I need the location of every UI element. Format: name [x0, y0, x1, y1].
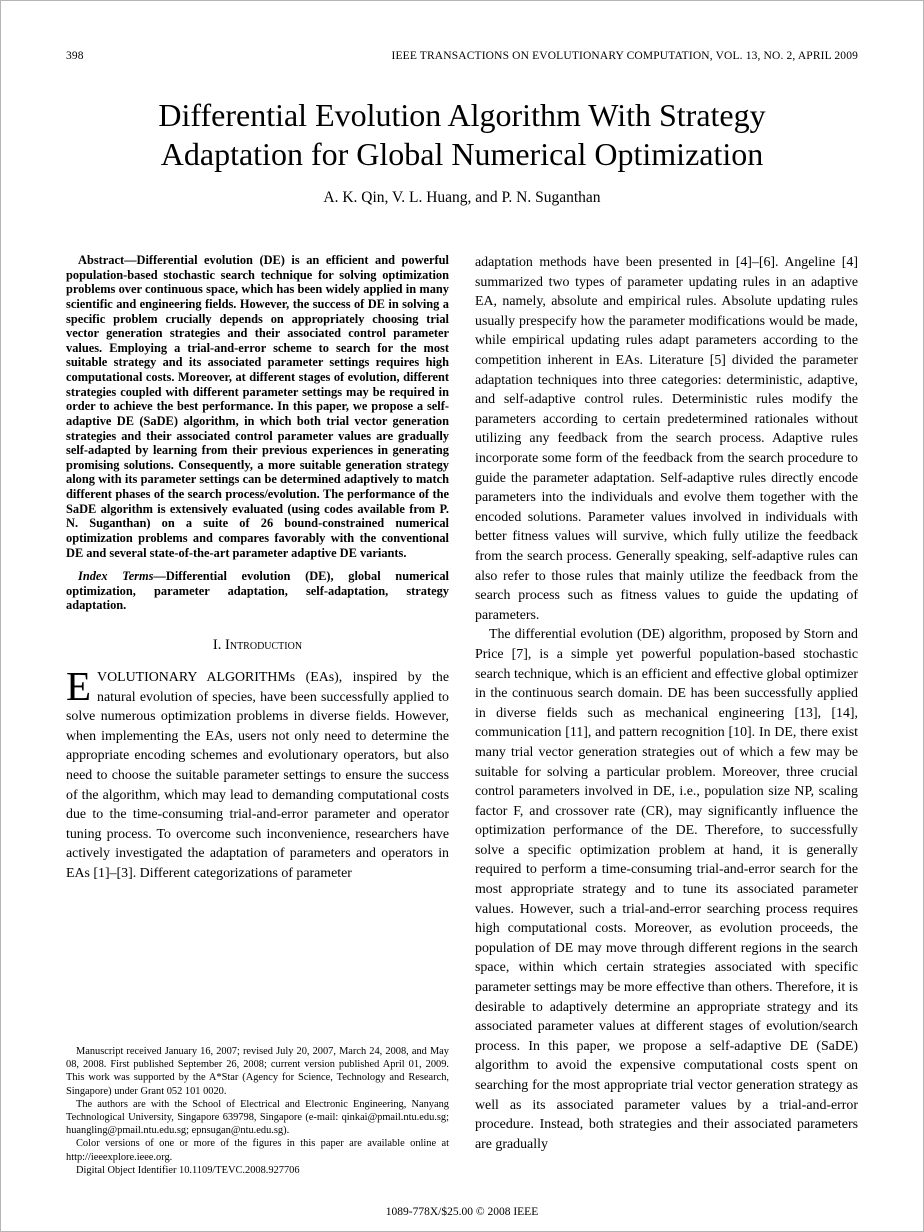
author-list: A. K. Qin, V. L. Huang, and P. N. Suganthan	[323, 189, 601, 207]
footnote-manuscript-history: Manuscript received January 16, 2007; revised July 20, 2007, March 24, 2008, and May 08, 2008. First published September 26, 2008; current version published April 01, 2009. This work was supported by the A*Star (Agency for Science, Technology and Research, Singapore) under Grant 052 101 0020.	[66, 1046, 449, 1097]
introduction-text: VOLUTIONARY ALGORITHMs (EAs), inspired by the natural evolution of species, have been successfully applied to solve numerous optimization problems in diverse fields. However, when implementing the EAs, users not only need to determine the appropriate encoding schemes and evolutionary operators, but also need to choose the suitable parameter settings to ensure the success of the algorithm, which may lead to demanding computational costs due to the time-consuming trial-and-error parameter and operator tuning process. To overcome such inconvenience, researchers have actively investigated the adaptation of parameters and operators in EAs [1]–[3]. Different categorizations of parameter	[66, 670, 449, 881]
section-heading-introduction	[66, 637, 449, 654]
abstract-label: Abstract—	[78, 253, 137, 268]
index-terms-text: Differential evolution (DE), global numerical optimization, parameter adaptation, self-adaptation, strategy adaptation.	[66, 569, 449, 613]
right-column-paragraph-2: The differential evolution (DE) algorithm, proposed by Storn and Price [7], is a simple yet powerful population-based stochastic search technique, which is an efficient and effective global optimizer in the continuous search domain. DE has been successfully applied in diverse fields such as mechanical engineering [13], [14], communication [11], and pattern recognition [10]. In DE, there exist many trial vector generation strategies out of which a few may be suitable for solving a particular problem. Moreover, three crucial control parameters involved in DE, i.e., population size NP, scaling factor F, and crossover rate (CR), may significantly influence the optimization performance of the DE. Therefore, to successfully solve a specific optimization problem at hand, it is generally required to perform a time-consuming trial-and-error search for the most appropriate strategy and to tune its associated parameter values. However, such a trial-and-error searching process requires high computational costs. Moreover, as evolution proceeds, the population of DE may move through different regions in the search space, within which certain strategies associated with specific parameter settings may be more effective than others. Therefore, it is desirable to adaptively determine an appropriate strategy and its associated parameter values at different stages of evolution/search process. In this paper, we propose a self-adaptive DE (SaDE) algorithm to avoid the expensive computational costs spent on searching for the most appropriate trial vector generation strategy as well as its associated parameter values by a trial-and-error procedure. Instead, both strategies and their associated parameters are gradually	[475, 627, 858, 1152]
running-head	[66, 50, 858, 62]
first-page-footnote	[66, 1045, 449, 1185]
paper-title	[66, 96, 858, 174]
section-number: I.	[212, 637, 222, 654]
introduction-paragraph	[66, 663, 449, 884]
footnote-author-affiliation: The authors are with the School of Electrical and Electronic Engineering, Nanyang Technological University, Singapore 639798, Singapore (e-mail: qinkai@pmail.ntu.edu.sg; huangling@pmail.ntu.edu.sg; epnsugan@ntu.edu.sg).	[66, 1098, 449, 1137]
right-column	[475, 253, 858, 1185]
index-terms-label: Index Terms—	[78, 569, 166, 584]
abstract-paragraph	[66, 253, 449, 560]
two-column-body	[66, 253, 858, 1185]
footnote-color-versions: Color versions of one or more of the figures in this paper are available online at http://ieeexplore.ieee.org.	[66, 1138, 449, 1163]
abstract-text: Differential evolution (DE) is an efficient and powerful population-based stochastic search technique for solving optimization problems over continuous space, which has been widely applied in many scientific and engineering fields. However, the success of DE in solving a specific problem crucially depends on appropriately choosing trial vector generation strategies and their associated control parameter values. Employing a trial-and-error scheme to search for the most suitable strategy and its associated parameter settings requires high computational costs. Moreover, at different stages of evolution, different strategies coupled with different parameter settings may be required in order to achieve the best performance. In this paper, we propose a self-adaptive DE (SaDE) algorithm, in which both trial vector generation strategies and their associated control parameter values are gradually self-adapted by learning from their previous experiences in generating promising solutions. Consequently, a more suitable generation strategy along with its parameter settings can be determined adaptively to match different phases of the search process/evolution. The performance of the SaDE algorithm is extensively evaluated (using codes available from P. N. Suganthan) on a suite of 26 bound-constrained numerical optimization problems and compares favorably with the conventional DE and several state-of-the-art parameter adaptive DE variants.	[66, 253, 449, 560]
journal-header-line: IEEE TRANSACTIONS ON EVOLUTIONARY COMPUTATION, VOL. 13, NO. 2, APRIL 2009	[391, 50, 858, 62]
page-number: 398	[66, 50, 84, 62]
paper-title-line2: Adaptation for Global Numerical Optimization	[160, 136, 764, 173]
copyright-footer: 1089-778X/$25.00 © 2008 IEEE	[385, 1206, 539, 1218]
footnote-doi: Digital Object Identifier 10.1109/TEVC.2008.927706	[76, 1164, 300, 1176]
right-column-paragraph-1: adaptation methods have been presented in [4]–[6]. Angeline [4] summarized two types of parameter updating rules in an adaptive EA, namely, absolute and empirical rules. Absolute updating rules usually prespecify how the parameter modifications would be made, while empirical updating rules adapt parameters according to the competition inherent in EAs. Literature [5] divided the parameter adaptation techniques into three categories: deterministic, adaptive, and self-adaptive control rules. Deterministic rules modify the parameters according to certain predetermined rationales without utilizing any feedback from the search process. Adaptive rules incorporate some form of the feedback from the search procedure to guide the parameter adaptation. Self-adaptive rules directly encode parameters into the individuals and evolve them together with the encoded solutions. Parameter values involved in individuals with better fitness values will survive, which fully utilize the feedback from the search process. Generally speaking, self-adaptive rules can also refer to those rules that mainly utilize the feedback from the search process such as fitness values to guide the updating of parameters.	[475, 255, 858, 623]
left-column	[66, 253, 449, 1185]
drop-cap: E	[66, 663, 92, 710]
section-title: Introduction	[225, 637, 303, 654]
paper-title-line1: Differential Evolution Algorithm With Strategy	[158, 97, 766, 133]
index-terms-paragraph	[66, 569, 449, 613]
